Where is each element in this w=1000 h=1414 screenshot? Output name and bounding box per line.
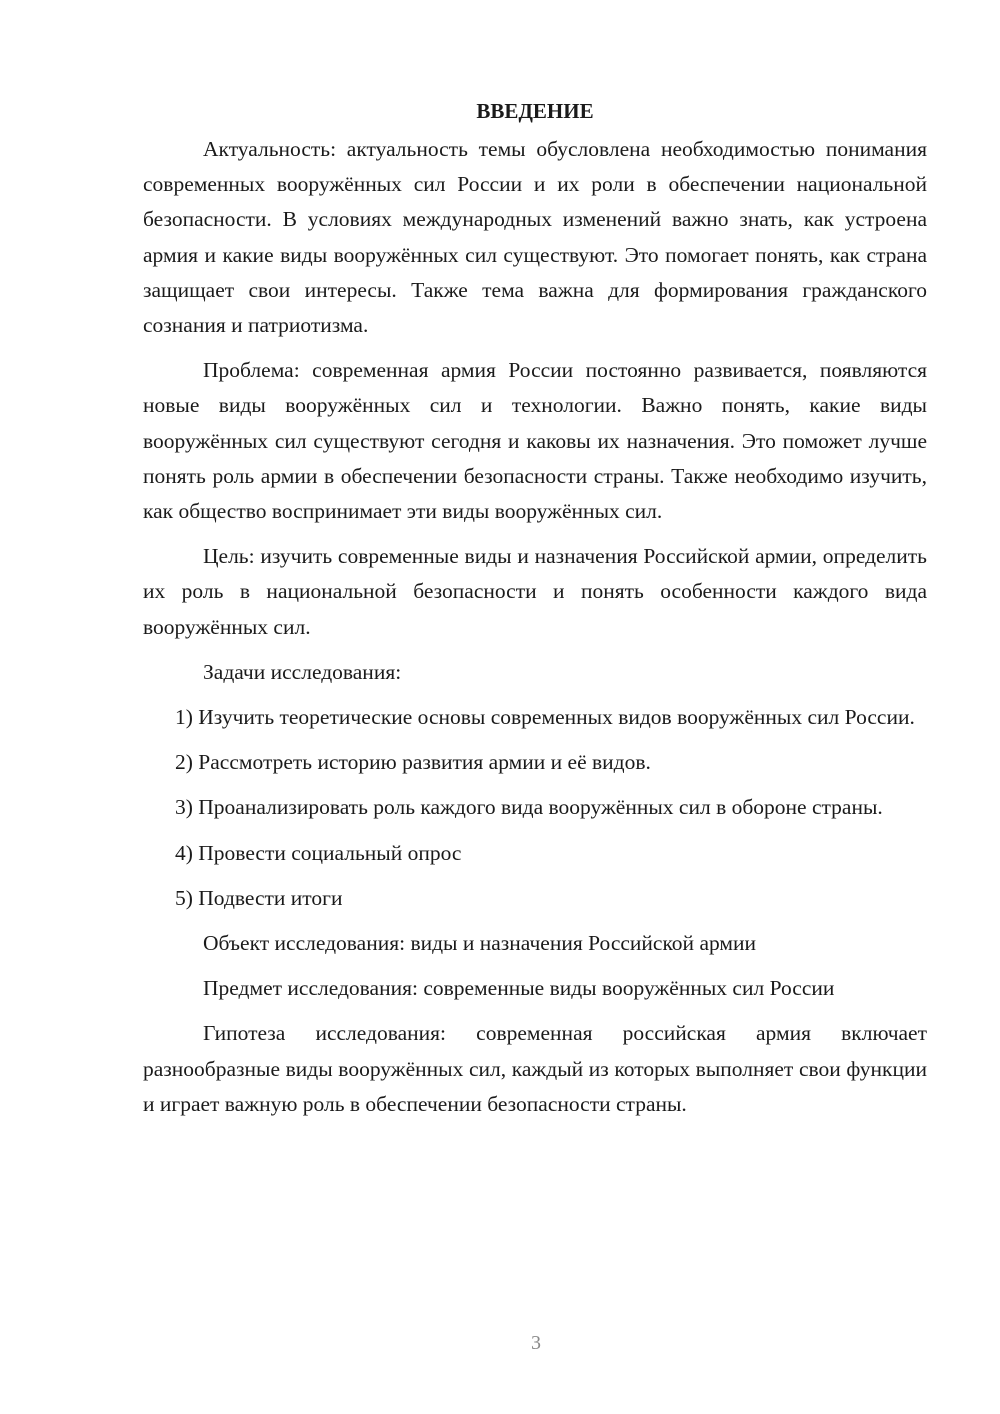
task-item-5: 5) Подвести итоги [175,885,343,910]
task-item-4: 4) Провести социальный опрос [175,840,462,865]
tasks-title: Задачи исследования: [203,659,402,684]
hypothesis-paragraph: Гипотеза исследования: современная российская армия включает разнообразные виды вооружённых сил, каждый из которых выполняет свои функции и играет важную роль в обеспечении безопасности страны. [143,1021,927,1116]
section-heading: ВВЕДЕНИЕ [476,99,594,123]
task-item-2: 2) Рассмотреть историю развития армии и её видов. [175,750,651,775]
page-number: 3 [531,1332,541,1354]
goal-paragraph: Цель: изучить современные виды и назначения Российской армии, определить их роль в национальной безопасности и понять особенности каждого вида вооружённых сил. [143,544,927,639]
object-paragraph: Объект исследования: виды и назначения Российской армии [203,931,757,956]
document-page [143,96,927,1132]
task-item-1: 1) Изучить теоретические основы современных видов вооружённых сил России. [175,705,915,730]
task-item-3: 3) Проанализировать роль каждого вида вооружённых сил в обороне страны. [175,795,883,820]
problem-paragraph: Проблема: современная армия России постоянно развивается, появляются новые виды вооружённых сил и технологии. Важно понять, какие виды вооружённых сил существуют сегодня и каковы их назначения. Это поможет лучше понять роль армии в обеспечении безопасности страны. Также необходимо изучить, как общество воспринимает эти виды вооружённых сил. [143,358,927,524]
relevance-paragraph: Актуальность: актуальность темы обусловлена необходимостью понимания современных вооружённых сил России и их роли в обеспечении национальной безопасности. В условиях международных изменений важно знать, как устроена армия и какие виды вооружённых сил существуют. Это помогает понять, как страна защищает свои интересы. Также тема важна для формирования гражданского сознания и патриотизма. [143,137,927,338]
subject-paragraph: Предмет исследования: современные виды вооружённых сил России [203,976,835,1001]
